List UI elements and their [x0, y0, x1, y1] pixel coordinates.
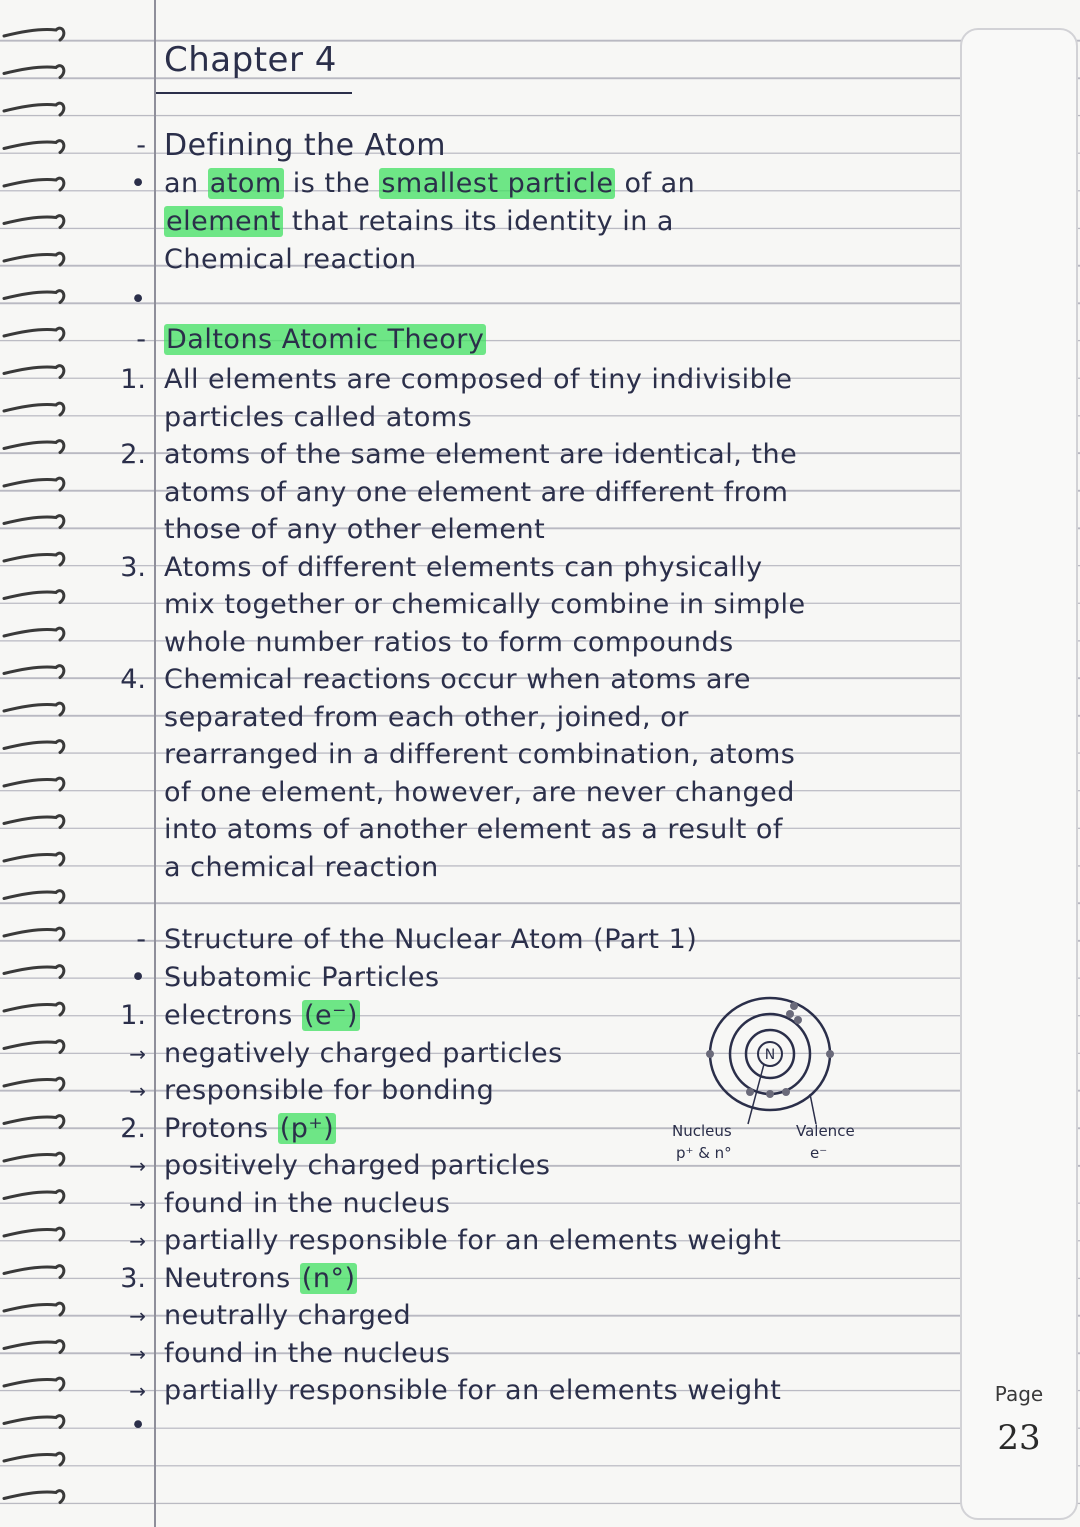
spiral-ring: [4, 66, 64, 78]
page-number: 23: [997, 1418, 1041, 1458]
theory-line: whole number ratios to form compounds: [164, 626, 734, 658]
theory-line: particles called atoms: [164, 401, 473, 433]
spiral-ring: [4, 1191, 64, 1203]
definition-line: Chemical reaction: [164, 244, 417, 275]
spiral-ring: [4, 1041, 64, 1053]
chapter-title: Chapter 4: [164, 40, 337, 80]
spiral-ring: [4, 928, 64, 940]
spiral-ring: [4, 253, 64, 265]
spiral-ring: [4, 103, 64, 115]
particle-name-line: [164, 1261, 357, 1297]
arrow-marker: →: [129, 1341, 146, 1366]
spiral-ring: [4, 1078, 64, 1090]
theory-line: atoms of any one element are different from: [164, 476, 789, 508]
spiral-ring: [4, 1341, 64, 1353]
highlight: smallest particle: [381, 168, 614, 199]
particle-point: partially responsible for an elements weight: [164, 1225, 782, 1256]
spiral-ring: [4, 403, 64, 415]
spiral-ring: [4, 853, 64, 865]
spiral-binding: [0, 0, 80, 1527]
spiral-ring: [4, 1491, 64, 1503]
section-heading: [164, 322, 486, 358]
definition-line: element that retains its identity in a: [166, 206, 674, 237]
spiral-ring: [4, 366, 64, 378]
particle-point: positively charged particles: [164, 1150, 551, 1181]
dash-marker: -: [136, 130, 146, 161]
spiral-ring: [4, 328, 64, 340]
particle-point: neutrally charged: [164, 1300, 412, 1331]
spiral-ring: [4, 1153, 64, 1165]
item-number: 4.: [120, 664, 146, 695]
spiral-ring: [4, 441, 64, 453]
arrow-marker: →: [129, 1154, 146, 1178]
spiral-ring: [4, 816, 64, 828]
definition-line: an atom is the smallest particle of an: [164, 168, 696, 199]
particle-name-line: [164, 998, 360, 1034]
spiral-ring: [4, 1116, 64, 1128]
particle-name-line: [164, 1111, 336, 1147]
section-heading: Structure of the Nuclear Atom (Part 1): [164, 924, 698, 955]
item-number: 3.: [120, 551, 146, 583]
spiral-ring: [4, 891, 64, 903]
particle-point: found in the nucleus: [164, 1337, 451, 1369]
theory-line: those of any other element: [164, 514, 546, 545]
theory-line: a chemical reaction: [164, 851, 439, 883]
arrow-marker: →: [129, 1191, 146, 1216]
particle-point: partially responsible for an elements weight: [164, 1375, 782, 1406]
particle-name: Protons: [164, 1112, 278, 1144]
spiral-ring: [4, 553, 64, 565]
spiral-ring: [4, 28, 64, 40]
subheading: Subatomic Particles: [164, 962, 440, 993]
particle-symbol: (n°): [301, 1262, 356, 1294]
spiral-ring: [4, 291, 64, 303]
item-number: 3.: [120, 1262, 146, 1294]
item-number: 2.: [120, 1112, 146, 1144]
arrow-marker: →: [129, 1304, 146, 1328]
bullet-marker: •: [130, 962, 146, 993]
spiral-ring: [4, 1453, 64, 1465]
theory-line: rearranged in a different combination, atoms: [164, 739, 796, 770]
particle-name: Neutrons: [164, 1262, 300, 1294]
spiral-ring: [4, 178, 64, 190]
item-number: 1.: [120, 364, 146, 395]
arrow-marker: →: [129, 1079, 146, 1103]
nucleus-label: Nucleus: [672, 1122, 732, 1140]
section-heading: Defining the Atom: [164, 128, 447, 163]
spiral-ring: [4, 778, 64, 790]
spiral-ring: [4, 141, 64, 153]
arrow-marker: →: [129, 1041, 146, 1066]
item-number: 1.: [120, 1000, 146, 1031]
particle-symbol: (e⁻): [303, 1000, 358, 1031]
spiral-ring: [4, 516, 64, 528]
page-label: Page: [994, 1382, 1044, 1406]
spiral-ring: [4, 1228, 64, 1240]
theory-line: mix together or chemically combine in simple: [164, 589, 806, 620]
particle-point: found in the nucleus: [164, 1187, 451, 1219]
spiral-ring: [4, 966, 64, 978]
dash-marker: -: [136, 324, 146, 355]
dash-marker: -: [136, 924, 146, 955]
item-number: 2.: [120, 439, 146, 470]
margin-line: [154, 0, 156, 1527]
chapter-underline: [156, 92, 352, 94]
arrow-marker: →: [129, 1379, 146, 1403]
spiral-ring: [4, 628, 64, 640]
spiral-ring: [4, 478, 64, 490]
highlight: Daltons Atomic Theory: [166, 324, 485, 355]
theory-line: Atoms of different elements can physically: [164, 551, 763, 583]
particle-name: electrons: [164, 1000, 302, 1031]
spiral-ring: [4, 1416, 64, 1428]
valence-sub-label: e⁻: [810, 1144, 828, 1162]
bullet-marker: •: [130, 168, 146, 199]
nucleus-sub-label: p⁺ & n°: [676, 1144, 732, 1162]
particle-point: responsible for bonding: [164, 1075, 495, 1106]
theory-line: separated from each other, joined, or: [164, 701, 689, 733]
particle-symbol: (p⁺): [279, 1112, 335, 1144]
theory-line: All elements are composed of tiny indivisible: [164, 364, 793, 395]
spiral-ring: [4, 1303, 64, 1315]
particle-point: negatively charged particles: [164, 1037, 563, 1069]
spiral-ring: [4, 666, 64, 678]
spiral-ring: [4, 703, 64, 715]
spiral-ring: [4, 1378, 64, 1390]
arrow-marker: →: [129, 1229, 146, 1253]
spiral-ring: [4, 591, 64, 603]
bullet-marker: •: [130, 1410, 146, 1441]
bullet-marker: •: [130, 284, 146, 315]
spiral-ring: [4, 1003, 64, 1015]
theory-line: Chemical reactions occur when atoms are: [164, 664, 752, 695]
theory-line: atoms of the same element are identical, the: [164, 439, 798, 470]
valence-label: Valence: [796, 1122, 855, 1140]
spiral-ring: [4, 1266, 64, 1278]
page-tab: [960, 28, 1078, 1520]
highlight: atom: [209, 168, 282, 199]
theory-line: into atoms of another element as a result of: [164, 814, 783, 845]
spiral-ring: [4, 741, 64, 753]
highlight: element: [166, 206, 281, 237]
theory-line: of one element, however, are never changed: [164, 776, 795, 808]
nucleus-symbol: N: [764, 1047, 776, 1063]
spiral-ring: [4, 216, 64, 228]
